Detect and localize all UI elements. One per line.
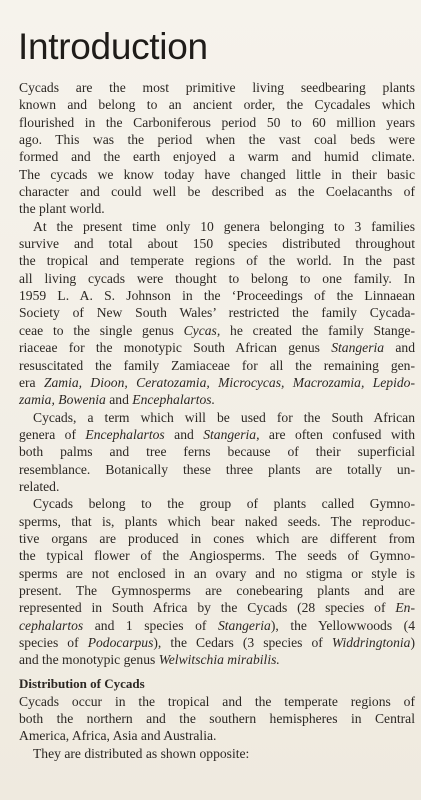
intro-paragraph	[19, 409, 415, 496]
text-line: all living cycads were thought to belong to one family. In	[19, 270, 415, 286]
text-line: both palms and tree ferns because of their superficial	[19, 444, 415, 460]
text-line: known and belong to an ancient order, the Cycadales which	[19, 97, 415, 113]
intro-paragraph	[19, 79, 415, 218]
distribution-paragraph	[19, 745, 415, 762]
text-line: ago. This was the period when the vast coal beds were	[19, 132, 415, 148]
text-line: sperms are not enclosed in an ovary and no stigma or style is	[19, 565, 415, 581]
text-line: Cycads, a term which will be used for the South African	[33, 409, 415, 425]
text-line: both the northern and the southern hemispheres in Central	[19, 711, 415, 727]
text-line: resemblance. Botanically these three plants are totally un-	[19, 461, 415, 477]
text-line: related.	[19, 478, 60, 494]
text-line: present. The Gymnosperms are conebearing plants and are	[19, 582, 415, 598]
text-line: the typical flower of the Angiosperms. The seeds of Gymno-	[19, 548, 415, 564]
text-line: and the monotypic genus Welwitschia mirabilis.	[19, 652, 280, 668]
section-heading: Distribution of Cycads	[19, 675, 145, 691]
text-line: represented in South Africa by the Cycads (28 species of En-	[19, 600, 415, 616]
text-line: 1959 L. A. S. Johnson in the ‘Proceedings of the Linnaean	[19, 288, 415, 304]
text-line: zamia, Bowenia and Encephalartos.	[19, 392, 215, 408]
text-line: tive organs are produced in cones which are different from	[19, 530, 415, 546]
text-line: flourished in the Carboniferous period 50 to 60 million years	[19, 114, 415, 130]
text-line: Cycads occur in the tropical and the temperate regions of	[19, 693, 415, 709]
text-line: species of Podocarpus), the Cedars (3 species of Widdringtonia)	[19, 635, 415, 650]
text-line: At the present time only 10 genera belonging to 3 families	[33, 218, 415, 234]
intro-paragraph	[19, 495, 415, 668]
text-line: They are distributed as shown opposite:	[33, 745, 250, 761]
text-line: cephalartos and 1 species of Stangeria), the Yellowwoods (4	[19, 617, 416, 633]
text-line: America, Africa, Asia and Australia.	[19, 728, 217, 744]
page-title: Introduction	[18, 25, 208, 67]
text-line: Cycads belong to the group of plants called Gymno-	[33, 496, 415, 512]
text-line: genera of Encephalartos and Stangeria, are often confused with	[19, 426, 415, 442]
text-line: the tropical and temperate regions of the world. In the past	[19, 253, 415, 269]
text-line: Society of New South Wales’ restricted the family Cycada-	[19, 305, 415, 321]
body-text	[19, 79, 415, 762]
text-line: resuscitated the family Zamiaceae for all the remaining gen-	[19, 357, 415, 373]
text-line: The cycads we know today have changed little in their basic	[19, 166, 415, 182]
text-line: riaceae for the monotypic South African genus Stangeria and	[19, 340, 415, 356]
intro-paragraph	[19, 218, 415, 409]
text-line: era Zamia, Dioon, Ceratozamia, Microcycas, Macrozamia, Lepido-	[19, 374, 415, 390]
text-line: character and could well be described as the Coelacanths of	[19, 184, 415, 200]
text-line: ceae to the single genus Cycas, he created the family Stange-	[19, 322, 415, 338]
text-line: the plant world.	[19, 201, 105, 217]
distribution-paragraph	[19, 693, 415, 745]
text-line: formed and the earth enjoyed a warm and humid climate.	[19, 149, 415, 165]
text-line: survive and total about 150 species distributed throughout	[19, 236, 415, 252]
text-line: sperms, that is, plants which bear naked seeds. The reproduc-	[19, 513, 415, 529]
text-line: Cycads are the most primitive living seedbearing plants	[19, 80, 415, 95]
